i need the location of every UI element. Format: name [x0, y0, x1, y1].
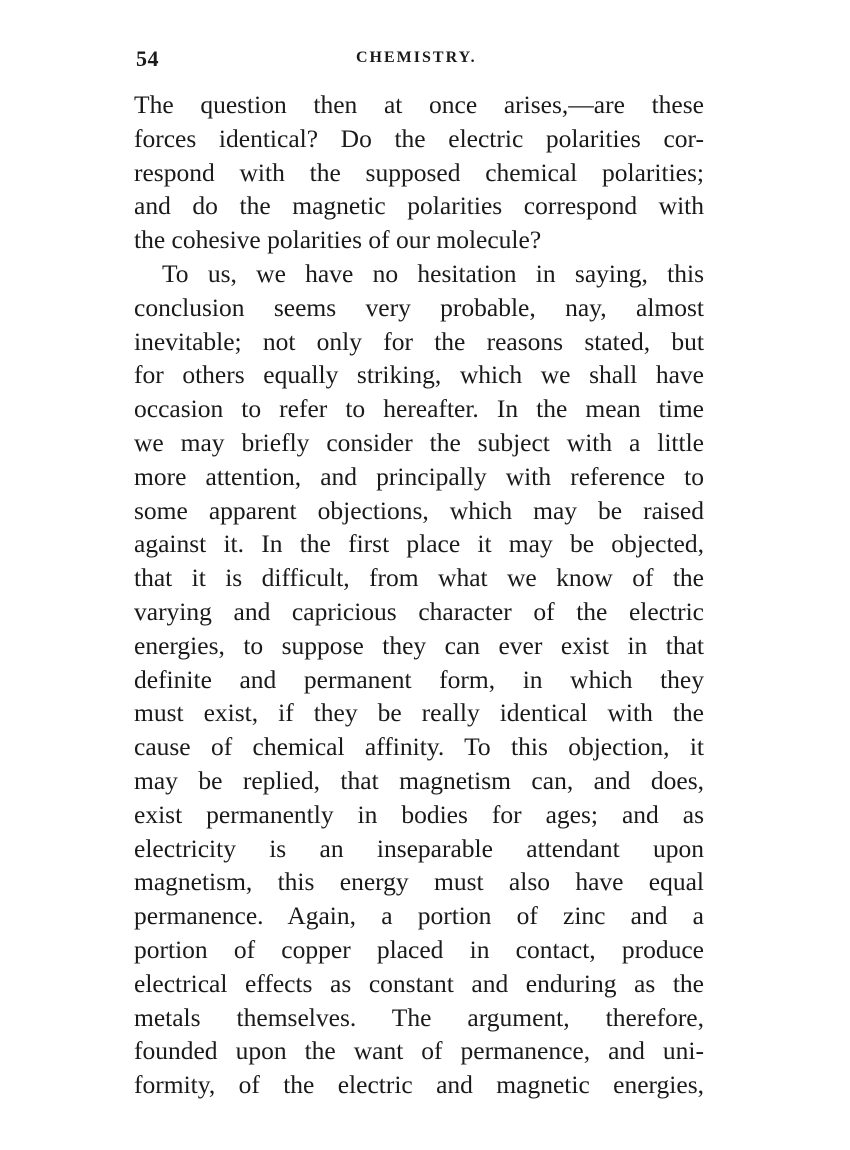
text-line: we may briefly consider the subject with a little [134, 427, 704, 457]
text-line: inevitable; not only for the reasons stated, but [134, 326, 704, 356]
text-line: founded upon the want of permanence, and uni- [134, 1036, 704, 1066]
text-line: that it is difficult, from what we know of the [134, 563, 704, 593]
text-line: respond with the supposed chemical polarities; [134, 157, 704, 187]
text-line: for others equally striking, which we shall have [134, 360, 704, 390]
text-line: energies, to suppose they can ever exist in that [134, 630, 704, 660]
text-line: electricity is an inseparable attendant upon [134, 833, 704, 863]
text-line: the cohesive polarities of our molecule? [134, 225, 542, 255]
body-text [134, 88, 704, 1102]
text-line: against it. In the first place it may be objected, [134, 529, 704, 559]
text-line: some apparent objections, which may be raised [134, 495, 704, 525]
text-line: magnetism, this energy must also have equal [134, 867, 704, 897]
text-line: exist permanently in bodies for ages; and as [134, 799, 704, 829]
text-line: formity, of the electric and magnetic energies, [134, 1070, 704, 1100]
text-line: must exist, if they be really identical with the [134, 698, 704, 728]
text-line: forces identical? Do the electric polarities cor- [134, 123, 704, 153]
text-line: To us, we have no hesitation in saying, this [162, 258, 704, 288]
text-line: varying and capricious character of the electric [134, 596, 704, 626]
text-line: metals themselves. The argument, therefore, [134, 1002, 704, 1032]
running-title: CHEMISTRY. [356, 49, 477, 66]
text-line: conclusion seems very probable, nay, almost [134, 292, 704, 322]
text-line: electrical effects as constant and enduring as the [134, 968, 704, 998]
text-line: permanence. Again, a portion of zinc and a [134, 901, 704, 931]
paragraph-2 [134, 257, 704, 1102]
text-line: occasion to refer to hereafter. In the mean time [134, 394, 704, 424]
text-line: may be replied, that magnetism can, and does, [134, 765, 704, 795]
running-head [136, 46, 702, 72]
paragraph-1 [134, 88, 704, 257]
text-line: more attention, and principally with reference to [134, 461, 704, 491]
text-line: The question then at once arises,—are these [134, 90, 704, 119]
text-line: portion of copper placed in contact, produce [134, 934, 704, 964]
text-line: cause of chemical affinity. To this objection, it [134, 732, 704, 762]
text-line: and do the magnetic polarities correspond with [134, 191, 704, 221]
text-line: definite and permanent form, in which they [134, 664, 704, 694]
page-number: 54 [136, 46, 159, 71]
